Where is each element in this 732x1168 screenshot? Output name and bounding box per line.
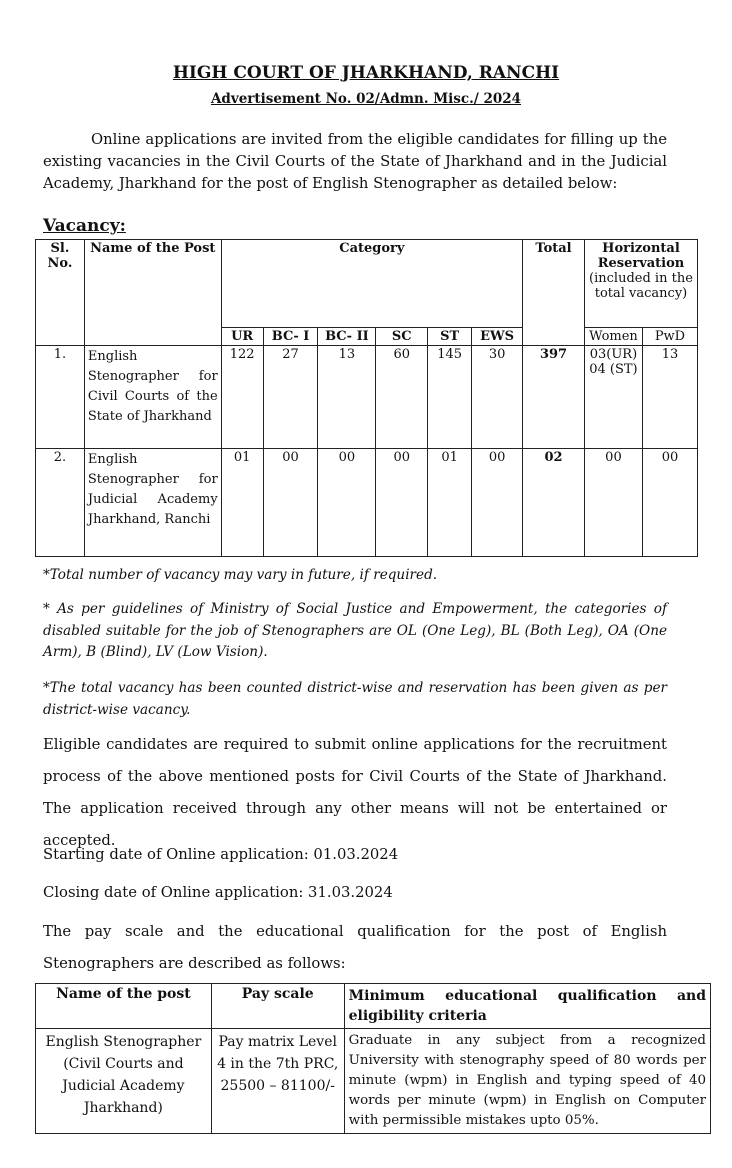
horizontal-note: (included in the total vacancy) [589,271,693,301]
page-title: HIGH COURT OF JHARKHAND, RANCHI [172,63,560,83]
pay-header-post: Name of the post [36,984,212,1029]
row-sl: 1. [36,346,85,449]
pay-intro-paragraph: The pay scale and the educational qualification for the post of English Stenographers are described as follows: [43,923,667,972]
pay-scale-table [35,983,711,1134]
start-date: Starting date of Online application: 01.03.2024 [43,846,399,863]
row-total: 397 [523,346,585,449]
row-st: 145 [428,346,472,449]
header-bc2: BC- II [318,328,376,346]
row-sc: 60 [376,346,428,449]
advertisement-number: Advertisement No. 02/Admn. Misc./ 2024 [210,91,522,107]
header-total: Total [523,240,585,346]
row-bc2: 00 [318,449,376,557]
vacancy-table [35,239,698,557]
row-sl: 2. [36,449,85,557]
header-category: Category [221,240,522,328]
row-ur: 01 [221,449,263,557]
table-row [36,346,698,449]
table-row [36,449,698,557]
header-bc1: BC- I [263,328,318,346]
note-vacancy-may-vary: *Total number of vacancy may vary in future, if required. [43,567,438,583]
note-disability-categories: * As per guidelines of Ministry of Social Justice and Empowerment, the categories of disabled suitable for the job of Stenographers are OL (One Leg), BL (Both Leg), OA (One Arm), B (Blind), LV (Low Vision). [43,601,667,660]
header-sl-no: Sl. No. [36,240,85,346]
row-bc1: 27 [263,346,318,449]
row-post: English Stenographer for Civil Courts of the State of Jharkhand [84,346,221,449]
pay-row-qualification: Graduate in any subject from a recognized University with stenography speed of 80 words per minute (wpm) in English and typing speed of 40 words per minute (wpm) in English on Computer with permissible mistakes upto 05%. [344,1029,710,1134]
row-sc: 00 [376,449,428,557]
pay-header-scale: Pay scale [211,984,344,1029]
header-sc: SC [376,328,428,346]
row-total: 02 [523,449,585,557]
row-women: 00 [584,449,642,557]
row-bc2: 13 [318,346,376,449]
row-pwd: 13 [642,346,697,449]
pay-header-qualification: Minimum educational qualification and eligibility criteria [344,984,710,1029]
row-st: 01 [428,449,472,557]
header-ur: UR [221,328,263,346]
header-pwd: PwD [642,328,697,346]
intro-paragraph: Online applications are invited from the eligible candidates for filling up the existing vacancies in the Civil Courts of the State of Jharkhand and in the Judicial Academy, Jharkhand for the post of English Stenographer as detailed below: [43,131,667,192]
row-ews: 00 [472,449,523,557]
header-st: ST [428,328,472,346]
pay-row-scale: Pay matrix Level 4 in the 7th PRC, 25500 – 81100/- [211,1029,344,1134]
vacancy-heading: Vacancy: [43,216,126,236]
note-district-wise: *The total vacancy has been counted district-wise and reservation has been given as per district-wise vacancy. [43,680,667,718]
pay-row-post: English Stenographer (Civil Courts and Judicial Academy Jharkhand) [36,1029,212,1134]
row-women: 03(UR) 04 (ST) [584,346,642,449]
row-pwd: 00 [642,449,697,557]
row-post: English Stenographer for Judicial Academy Jharkhand, Ranchi [84,449,221,557]
row-bc1: 00 [263,449,318,557]
header-women: Women [584,328,642,346]
header-horizontal-reservation [584,240,697,328]
horizontal-title: Horizontal Reservation [597,241,685,271]
close-date: Closing date of Online application: 31.03.2024 [43,884,393,901]
row-ews: 30 [472,346,523,449]
table-row [36,1029,711,1134]
eligibility-paragraph: Eligible candidates are required to submit online applications for the recruitment process of the above mentioned posts for Civil Courts of the State of Jharkhand. The application received through any other means will not be entertained or accepted. [43,736,667,849]
header-post-name: Name of the Post [84,240,221,346]
header-ews: EWS [472,328,523,346]
row-ur: 122 [221,346,263,449]
